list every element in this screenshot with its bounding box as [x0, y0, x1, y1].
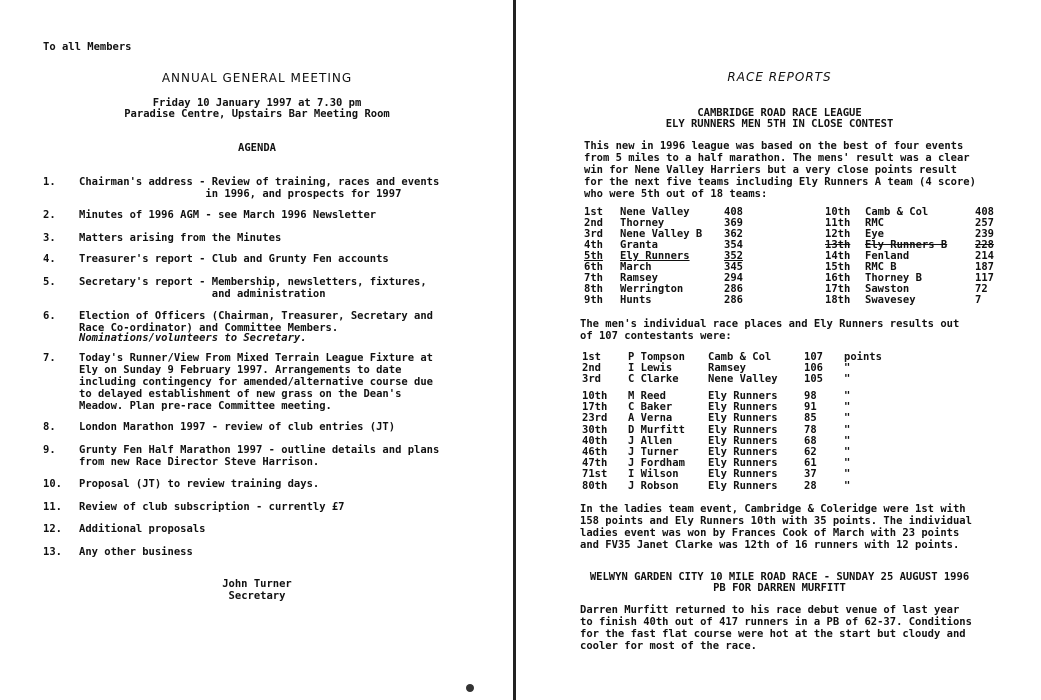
agenda-text: London Marathon 1997 - review of club entries (JT) [79, 421, 396, 433]
league-team: Thorney [620, 217, 665, 229]
agenda-text: Today's Runner/View From Mixed Terrain League Fixture at Ely on Sunday 9 February 1997. Arrangements to date including contingency for amended/alternative course due to delayed establishment of new grass on the Dean's Meadow. Plan pre-race Committee meeting. [79, 352, 434, 412]
league-team: RMC B [865, 261, 897, 273]
league-team: Ely Runners [620, 250, 690, 262]
result-club: Ely Runners [708, 423, 778, 436]
meeting-venue: Paradise Centre, Upstairs Bar Meeting Room [124, 108, 390, 120]
league-points: 408 [975, 206, 994, 218]
agenda-number: 4. [43, 253, 56, 265]
result-points: 62 [804, 446, 817, 458]
result-points: 105 [804, 373, 823, 385]
agm-page [0, 0, 514, 700]
league-team: RMC [865, 217, 884, 229]
result-points: 98 [804, 390, 817, 402]
result-runner: J Fordham [628, 457, 685, 470]
agenda-text: Chairman's address - Review of training, races and events in 1996, and prospects for 1997 [79, 176, 440, 200]
result-position: 40th [582, 434, 608, 447]
league-points: 286 [724, 294, 743, 306]
agenda-heading: AGENDA [238, 142, 276, 154]
league-position: 6th [584, 261, 603, 273]
league-team: Eye [865, 228, 884, 240]
result-runner: C Clarke [628, 373, 679, 385]
agenda-number: 2. [43, 209, 56, 221]
result-club: Ely Runners [708, 457, 778, 470]
result-points: 68 [804, 434, 817, 447]
result-runner: C Baker [628, 401, 673, 414]
result-points: 61 [804, 457, 817, 470]
meeting-date: Friday 10 January 1997 at 7.30 pm [152, 97, 362, 109]
result-points-suffix: " [844, 401, 851, 414]
individual-intro: The men's individual race places and Ely Runners results out of 107 contestants were: [580, 318, 960, 342]
result-points-suffix: " [844, 373, 851, 385]
welwyn-report: Darren Murfitt returned to his race debut venue of last year to finish 40th out of 417 runners in a PB of 62-37. Conditions for the fast flat course were hot at the start but cloudy and cooler for most of the race. [580, 604, 972, 652]
result-points: 78 [804, 423, 817, 436]
result-runner: J Turner [628, 446, 679, 458]
league-position: 12th [825, 228, 851, 240]
result-runner: D Murfitt [628, 423, 685, 436]
agenda-number: 10. [43, 478, 62, 490]
scan-smudge [466, 684, 474, 692]
result-points: 28 [804, 479, 817, 492]
league-points: 187 [975, 261, 994, 273]
result-position: 30th [582, 423, 608, 436]
result-club: Ely Runners [708, 446, 778, 458]
league-subheadline: ELY RUNNERS MEN 5TH IN CLOSE CONTEST [665, 118, 894, 130]
league-points: 362 [724, 228, 743, 240]
agenda-number: 7. [43, 352, 56, 364]
result-club: Ely Runners [708, 412, 778, 425]
league-position: 14th [825, 250, 851, 262]
result-points-suffix: " [844, 457, 851, 470]
result-club: Ely Runners [708, 479, 778, 492]
result-runner: J Allen [628, 434, 673, 447]
league-team: Sawston [865, 283, 910, 295]
agenda-text: Matters arising from the Minutes [79, 232, 282, 244]
result-club: Camb & Col [708, 351, 772, 363]
result-position: 47th [582, 457, 608, 470]
league-points: 7 [975, 294, 982, 306]
result-points-suffix: " [844, 446, 851, 458]
agenda-number: 3. [43, 232, 56, 244]
agenda-text: Review of club subscription - currently £7 [79, 501, 345, 513]
agenda-number: 1. [43, 176, 56, 188]
result-club: Nene Valley [708, 373, 778, 385]
agenda-number: 8. [43, 421, 56, 433]
result-runner: J Robson [628, 479, 679, 492]
result-position: 17th [582, 401, 608, 414]
signature-role: Secretary [228, 590, 286, 602]
league-team: March [620, 261, 652, 273]
result-runner: I Lewis [628, 362, 673, 374]
result-runner: M Reed [628, 390, 666, 402]
agm-title: ANNUAL GENERAL MEETING [161, 71, 353, 85]
result-position: 71st [582, 468, 608, 481]
ladies-report: In the ladies team event, Cambridge & Coleridge were 1st with 158 points and Ely Runners 10th with 35 points. The individual ladies event was won by Frances Cook of March with 23 points and FV35 Janet Clarke was 12th of 16 runners with 12 points. [580, 503, 972, 551]
league-team: Ely Runners B [865, 239, 948, 251]
race-reports-title: RACE REPORTS [727, 70, 832, 84]
league-team: Swavesey [865, 294, 916, 306]
agenda-text: Election of Officers (Chairman, Treasurer, Secretary and Race Co-ordinator) and Committee Members. [79, 310, 434, 334]
league-team: Nene Valley B [620, 228, 703, 240]
result-position: 23rd [582, 412, 608, 425]
league-position: 4th [584, 239, 603, 251]
agenda-number: 13. [43, 546, 62, 558]
league-points: 352 [724, 250, 743, 262]
league-position: 11th [825, 217, 851, 229]
result-position: 2nd [582, 362, 601, 374]
result-position: 80th [582, 479, 608, 492]
result-club: Ely Runners [708, 468, 778, 481]
result-club: Ramsey [708, 362, 746, 374]
result-position: 3rd [582, 373, 601, 385]
to-members-line: To all Members [43, 41, 132, 53]
league-position: 10th [825, 206, 851, 218]
league-points: 117 [975, 272, 994, 284]
league-intro: This new in 1996 league was based on the best of four events from 5 miles to a half marathon. The mens' result was a clear win for Nene Valley Harriers but a very close points result for the next five teams including Ely Runners A team (4 score) who were 5th out of 18 teams: [584, 140, 976, 200]
result-points-suffix: " [844, 479, 851, 492]
agenda-number: 5. [43, 276, 56, 288]
result-position: 1st [582, 351, 601, 363]
league-points: 369 [724, 217, 743, 229]
result-runner: P Tompson [628, 351, 685, 363]
result-points: 106 [804, 362, 823, 374]
league-team: Ramsey [620, 272, 658, 284]
welwyn-headline: WELWYN GARDEN CITY 10 MILE ROAD RACE - SUNDAY 25 AUGUST 1996 [589, 571, 970, 583]
signature-name: John Turner [222, 578, 292, 590]
league-position: 16th [825, 272, 851, 284]
agenda-number: 11. [43, 501, 62, 513]
agenda-number: 12. [43, 523, 62, 535]
agenda-number: 6. [43, 310, 56, 322]
result-points-suffix: points [844, 351, 882, 363]
agenda-text: Any other business [79, 546, 193, 558]
league-team: Camb & Col [865, 206, 929, 218]
league-points: 354 [724, 239, 743, 251]
league-position: 5th [584, 250, 603, 262]
welwyn-subheadline: PB FOR DARREN MURFITT [713, 582, 846, 594]
agenda-text: Secretary's report - Membership, newsletters, fixtures, and administration [79, 276, 427, 300]
league-position: 7th [584, 272, 603, 284]
league-position: 17th [825, 283, 851, 295]
league-position: 15th [825, 261, 851, 273]
agenda-text: Minutes of 1996 AGM - see March 1996 Newsletter [79, 209, 377, 221]
league-position: 9th [584, 294, 603, 306]
result-points: 107 [804, 351, 823, 363]
league-points: 228 [975, 239, 994, 251]
result-points-suffix: " [844, 390, 851, 402]
agenda-text: Grunty Fen Half Marathon 1997 - outline details and plans from new Race Director Steve Harrison. [79, 444, 440, 468]
agenda-text: Treasurer's report - Club and Grunty Fen accounts [79, 253, 389, 265]
result-club: Ely Runners [708, 401, 778, 414]
result-points-suffix: " [844, 423, 851, 436]
result-points: 91 [804, 401, 817, 414]
agenda-nominations-note: Nominations/volunteers to Secretary. [79, 332, 307, 344]
league-points: 286 [724, 283, 743, 295]
league-points: 294 [724, 272, 743, 284]
result-position: 46th [582, 446, 608, 458]
result-points: 37 [804, 468, 817, 481]
league-team: Thorney B [865, 272, 922, 284]
league-team: Hunts [620, 294, 652, 306]
league-team: Werrington [620, 283, 684, 295]
league-position: 3rd [584, 228, 603, 240]
agenda-text: Additional proposals [79, 523, 206, 535]
league-points: 408 [724, 206, 743, 218]
league-position: 2nd [584, 217, 603, 229]
league-headline: CAMBRIDGE ROAD RACE LEAGUE [697, 107, 862, 119]
result-runner: I Wilson [628, 468, 679, 481]
result-points: 85 [804, 412, 817, 425]
league-position: 1st [584, 206, 603, 218]
result-points-suffix: " [844, 412, 851, 425]
league-team: Fenland [865, 250, 910, 262]
race-reports-page [518, 0, 1041, 700]
league-position: 8th [584, 283, 603, 295]
league-team: Granta [620, 239, 658, 251]
result-runner: A Verna [628, 412, 673, 425]
result-position: 10th [582, 390, 608, 402]
agenda-text: Proposal (JT) to review training days. [79, 478, 320, 490]
league-points: 214 [975, 250, 994, 262]
league-points: 72 [975, 283, 988, 295]
result-points-suffix: " [844, 362, 851, 374]
result-points-suffix: " [844, 434, 851, 447]
league-position: 18th [825, 294, 851, 306]
league-points: 257 [975, 217, 994, 229]
result-club: Ely Runners [708, 390, 778, 402]
result-club: Ely Runners [708, 434, 778, 447]
league-points: 239 [975, 228, 994, 240]
league-points: 345 [724, 261, 743, 273]
league-position: 13th [825, 239, 851, 251]
agenda-number: 9. [43, 444, 56, 456]
league-team: Nene Valley [620, 206, 690, 218]
result-points-suffix: " [844, 468, 851, 481]
